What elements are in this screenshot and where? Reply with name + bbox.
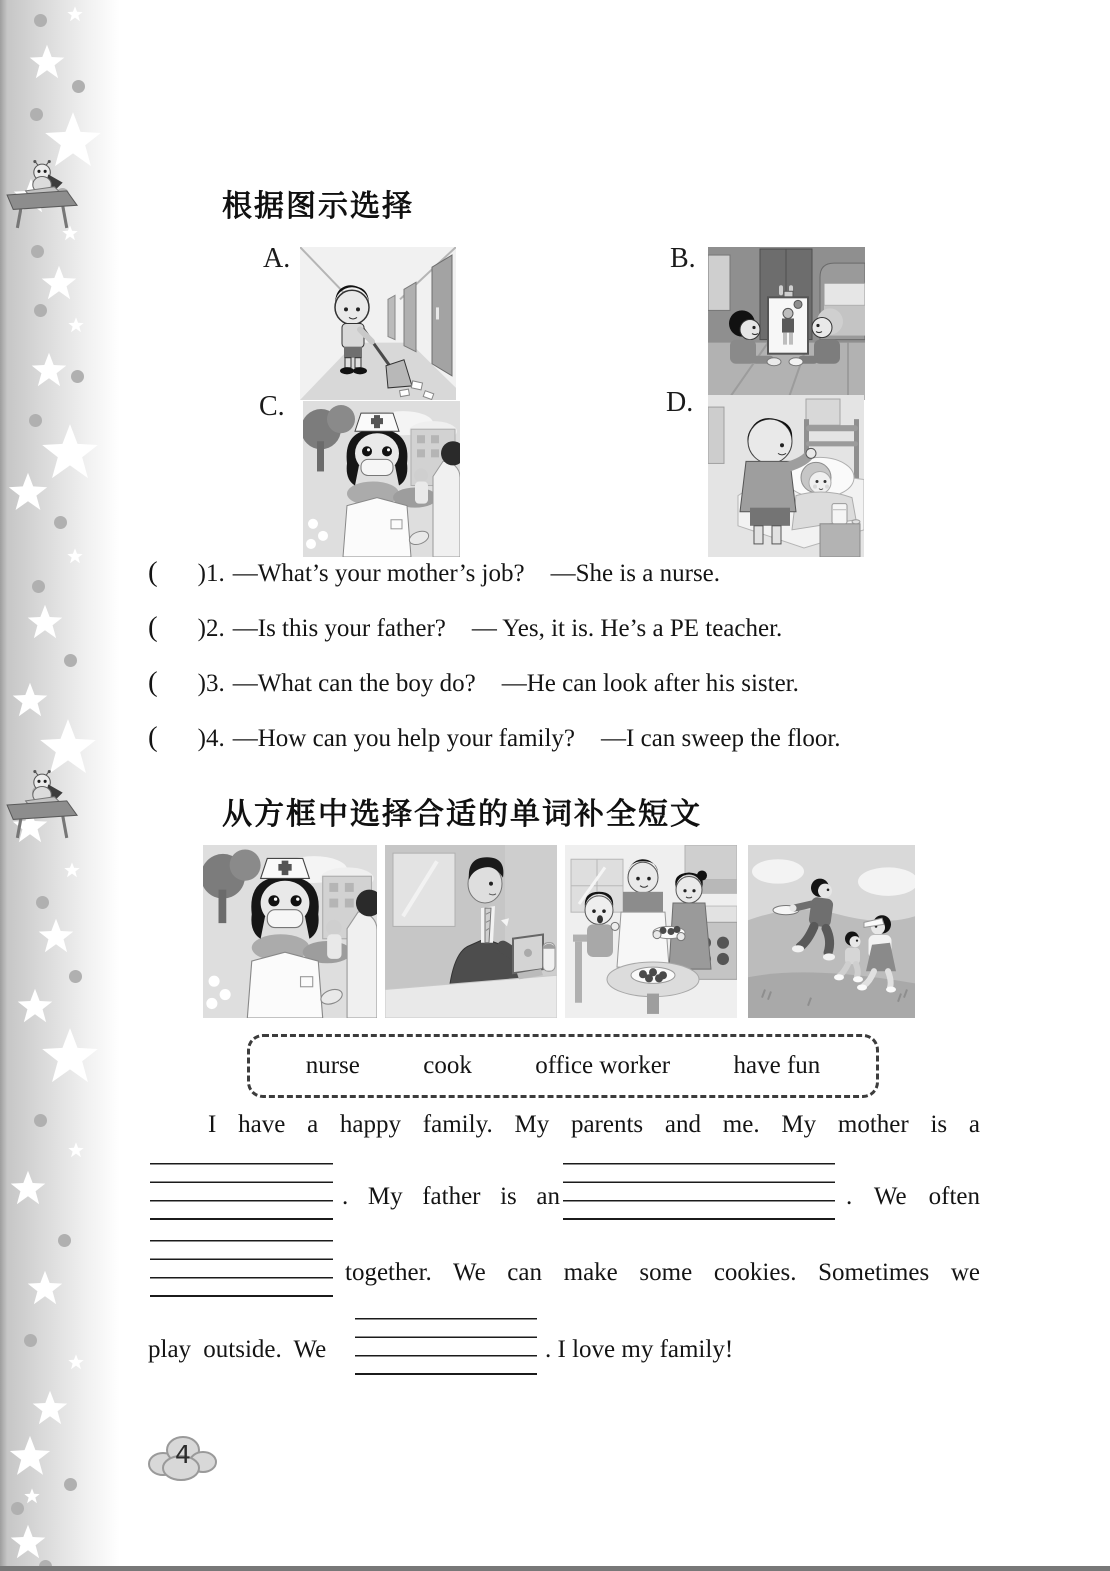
star-decoration bbox=[10, 1524, 46, 1560]
dot-decoration bbox=[30, 108, 43, 121]
star-decoration bbox=[67, 548, 83, 564]
page-number-cloud bbox=[143, 1432, 223, 1486]
question-row-2 bbox=[148, 611, 782, 644]
question-number: )1. bbox=[197, 560, 225, 587]
page-bottom-edge bbox=[0, 1566, 1110, 1571]
star-decoration bbox=[12, 682, 48, 718]
dot-decoration bbox=[58, 1234, 71, 1247]
desk-mascot-icon bbox=[0, 160, 80, 230]
picture-label-b: B. bbox=[670, 243, 696, 274]
picture-b-kids-looking-at-photo bbox=[708, 247, 865, 400]
picture-label-d: D. bbox=[666, 387, 694, 418]
passage-line-1: I have a happy family. My parents and me. My mother is a bbox=[208, 1111, 980, 1138]
dot-decoration bbox=[64, 1478, 77, 1491]
star-decoration bbox=[27, 1270, 63, 1306]
picture-c-nurse bbox=[303, 401, 460, 557]
page-number: 4 bbox=[175, 1440, 191, 1469]
dot-decoration bbox=[29, 414, 42, 427]
star-decoration bbox=[68, 1142, 84, 1158]
star-decoration bbox=[31, 352, 67, 388]
picture-d-boy-caring-for-sister bbox=[708, 395, 864, 557]
star-decoration bbox=[68, 1354, 84, 1370]
star-decoration bbox=[8, 472, 48, 512]
answer-blank-4 bbox=[355, 1318, 537, 1375]
section1-title: 根据图示选择 bbox=[222, 190, 414, 223]
answer-blank-3 bbox=[150, 1240, 333, 1297]
word-box-item: office worker bbox=[535, 1052, 671, 1079]
answer-text: —He can look after his sister. bbox=[501, 670, 799, 697]
dot-decoration bbox=[71, 370, 84, 383]
dot-decoration bbox=[69, 970, 82, 983]
dot-decoration bbox=[64, 654, 77, 667]
star-decoration bbox=[41, 265, 77, 301]
word-box bbox=[247, 1034, 879, 1098]
dot-decoration bbox=[32, 580, 45, 593]
picture-label-c: C. bbox=[259, 391, 285, 422]
star-decoration bbox=[24, 1488, 40, 1504]
answer-blank-1 bbox=[150, 1163, 333, 1220]
dot-decoration bbox=[54, 516, 67, 529]
star-decoration bbox=[27, 604, 63, 640]
dot-decoration bbox=[31, 245, 44, 258]
passage-line-3: together. We can make some cookies. Sometimes we bbox=[345, 1259, 980, 1286]
star-decoration bbox=[67, 6, 83, 22]
strip-picture-nurse bbox=[203, 845, 377, 1018]
question-row-1 bbox=[148, 556, 720, 589]
word-box-item: have fun bbox=[733, 1052, 821, 1079]
word-box-item: nurse bbox=[305, 1052, 360, 1079]
answer-paren: ( bbox=[148, 556, 158, 588]
strip-picture-family-playing-outside bbox=[748, 845, 915, 1018]
section2-title: 从方框中选择合适的单词补全短文 bbox=[222, 798, 702, 831]
strip-picture-family-making-cookies bbox=[565, 845, 737, 1018]
question-text: —What can the boy do? bbox=[232, 670, 476, 697]
star-decoration bbox=[39, 718, 97, 776]
dot-decoration bbox=[11, 1502, 24, 1515]
question-text: —Is this your father? bbox=[232, 615, 446, 642]
star-decoration bbox=[10, 1170, 46, 1206]
star-decoration bbox=[41, 1027, 99, 1085]
star-decoration bbox=[17, 988, 53, 1024]
passage-line-4-end: . I love my family! bbox=[545, 1336, 734, 1363]
passage-line-2-end: . We often bbox=[846, 1183, 980, 1210]
dot-decoration bbox=[34, 304, 47, 317]
dot-decoration bbox=[36, 896, 49, 909]
picture-a-boy-sweeping-floor bbox=[300, 247, 456, 400]
question-text: —How can you help your family? bbox=[232, 725, 576, 752]
answer-blank-2 bbox=[563, 1163, 835, 1220]
question-number: )2. bbox=[197, 615, 225, 642]
passage-line-4-start: play outside. We bbox=[148, 1336, 327, 1363]
answer-text: — Yes, it is. He’s a PE teacher. bbox=[471, 615, 783, 642]
star-decoration bbox=[38, 918, 74, 954]
dot-decoration bbox=[24, 1334, 37, 1347]
picture-label-a: A. bbox=[263, 243, 291, 274]
star-decoration bbox=[68, 317, 84, 333]
star-decoration bbox=[9, 1435, 51, 1477]
question-text: —What’s your mother’s job? bbox=[232, 560, 525, 587]
word-box-item: cook bbox=[423, 1052, 472, 1079]
star-decoration bbox=[32, 1390, 68, 1426]
answer-paren: ( bbox=[148, 721, 158, 753]
question-number: )3. bbox=[197, 670, 225, 697]
passage-line-2-mid: . My father is an bbox=[342, 1183, 560, 1210]
answer-paren: ( bbox=[148, 611, 158, 643]
question-row-4 bbox=[148, 721, 841, 754]
star-decoration bbox=[29, 44, 65, 80]
question-row-3 bbox=[148, 666, 799, 699]
dot-decoration bbox=[34, 14, 47, 27]
strip-picture-office-worker bbox=[385, 845, 557, 1018]
answer-text: —I can sweep the floor. bbox=[601, 725, 841, 752]
star-decoration bbox=[64, 862, 80, 878]
dot-decoration bbox=[72, 80, 85, 93]
answer-text: —She is a nurse. bbox=[550, 560, 721, 587]
star-decoration bbox=[41, 423, 99, 481]
desk-mascot-icon bbox=[0, 770, 80, 840]
question-number: )4. bbox=[197, 725, 225, 752]
answer-paren: ( bbox=[148, 666, 158, 698]
dot-decoration bbox=[34, 1114, 47, 1127]
